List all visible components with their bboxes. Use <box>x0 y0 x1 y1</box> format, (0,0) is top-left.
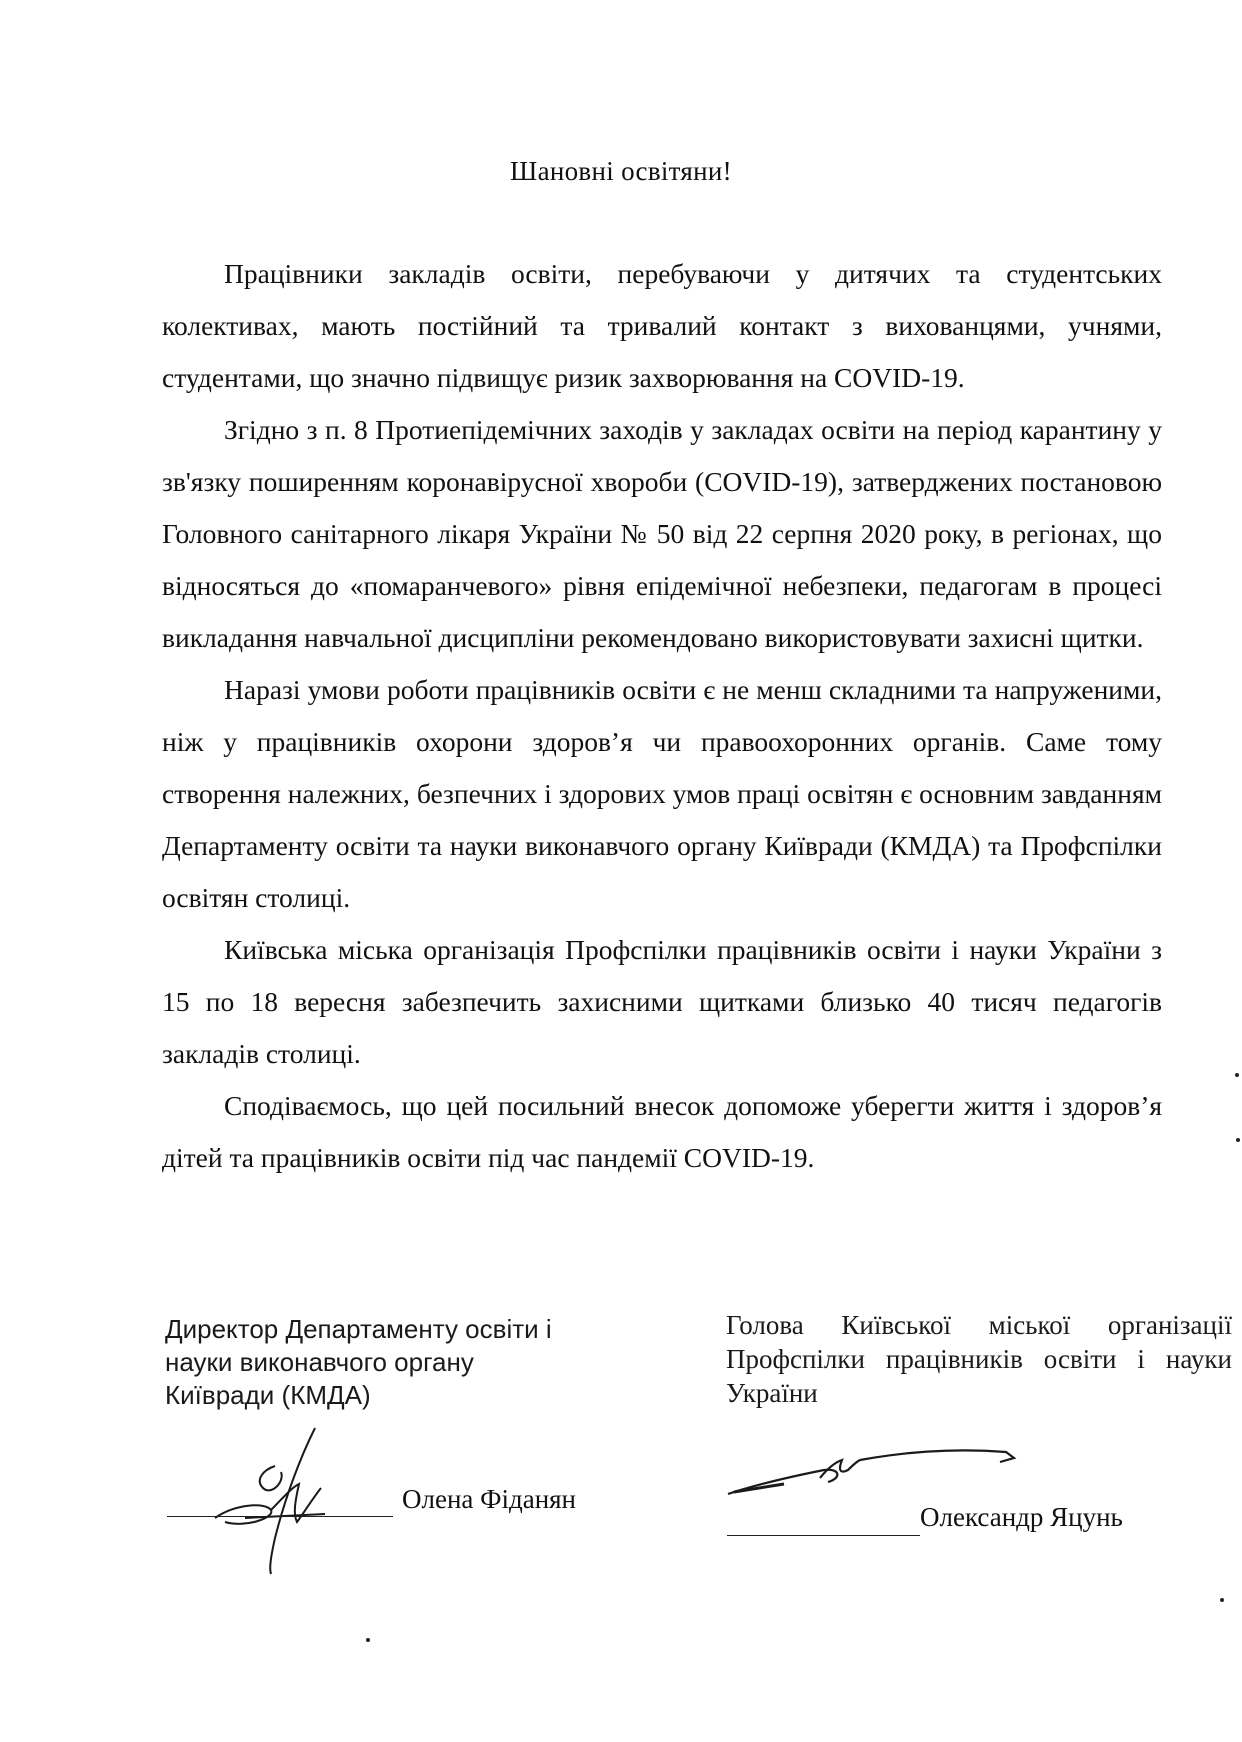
scan-speck <box>1236 1138 1240 1142</box>
greeting-heading: Шановні освітяни! <box>510 156 732 186</box>
right-signatory-title: Голова Київської міської організації Профспілки працівників освіти і науки України <box>726 1310 1232 1408</box>
paragraph-2: Згідно з п. 8 Протиепідемічних заходів у закладах освіти на період карантину у зв'язку поширенням коронавірусної хвороби (COVID-19), затверджених постановою Головного санітарного лікаря України № 50 від 22 серпня 2020 року, в регіонах, що відносяться до «помаранчевого» рівня епідемічної небезпеки, педагогам в процесі викладання навчальної дисципліни рекомендовано використовувати захисні щитки. <box>162 414 1162 653</box>
scan-speck <box>1220 1598 1224 1602</box>
paragraph-3: Наразі умови роботи працівників освіти є не менш складними та напруженими, ніж у працівників охорони здоров’я чи правоохоронних органів. Саме тому створення належних, безпечних і здорових умов праці освітян є основним завданням Департаменту освіти та науки виконавчого органу Київради (КМДА) та Профспілки освітян столиці. <box>162 674 1162 913</box>
left-title-line-2: науки виконавчого органу <box>165 1347 474 1377</box>
left-signatory-name: Олена Фіданян <box>402 1484 577 1514</box>
left-title-line-1: Директор Департаменту освіти і <box>165 1314 552 1344</box>
paragraph-4: Київська міська організація Профспілки працівників освіти і науки України з 15 по 18 вересня забезпечить захисними щитками близько 40 тисяч педагогів закладів столиці. <box>162 934 1162 1069</box>
right-signatory-name: Олександр Яцунь <box>920 1502 1123 1532</box>
paragraph-1: Працівники закладів освіти, перебуваючи у дитячих та студентських колективах, мають постійний та тривалий контакт з вихованцями, учнями, студентами, що значно підвищує ризик захворювання на COVID-19. <box>162 258 1162 393</box>
left-title-line-3: Київради (КМДА) <box>165 1380 371 1410</box>
right-handwritten-signature <box>724 1438 1024 1508</box>
paragraph-5: Сподіваємось, що цей посильний внесок допоможе уберегти життя і здоров’я дітей та працівників освіти під час пандемії COVID-19. <box>162 1090 1162 1173</box>
scan-speck <box>1235 1073 1239 1077</box>
letter-body <box>162 248 1162 1184</box>
left-handwritten-signature <box>205 1418 375 1578</box>
left-signatory-title <box>165 1313 625 1412</box>
scan-speck <box>366 1638 370 1642</box>
right-signature-line <box>727 1535 920 1536</box>
